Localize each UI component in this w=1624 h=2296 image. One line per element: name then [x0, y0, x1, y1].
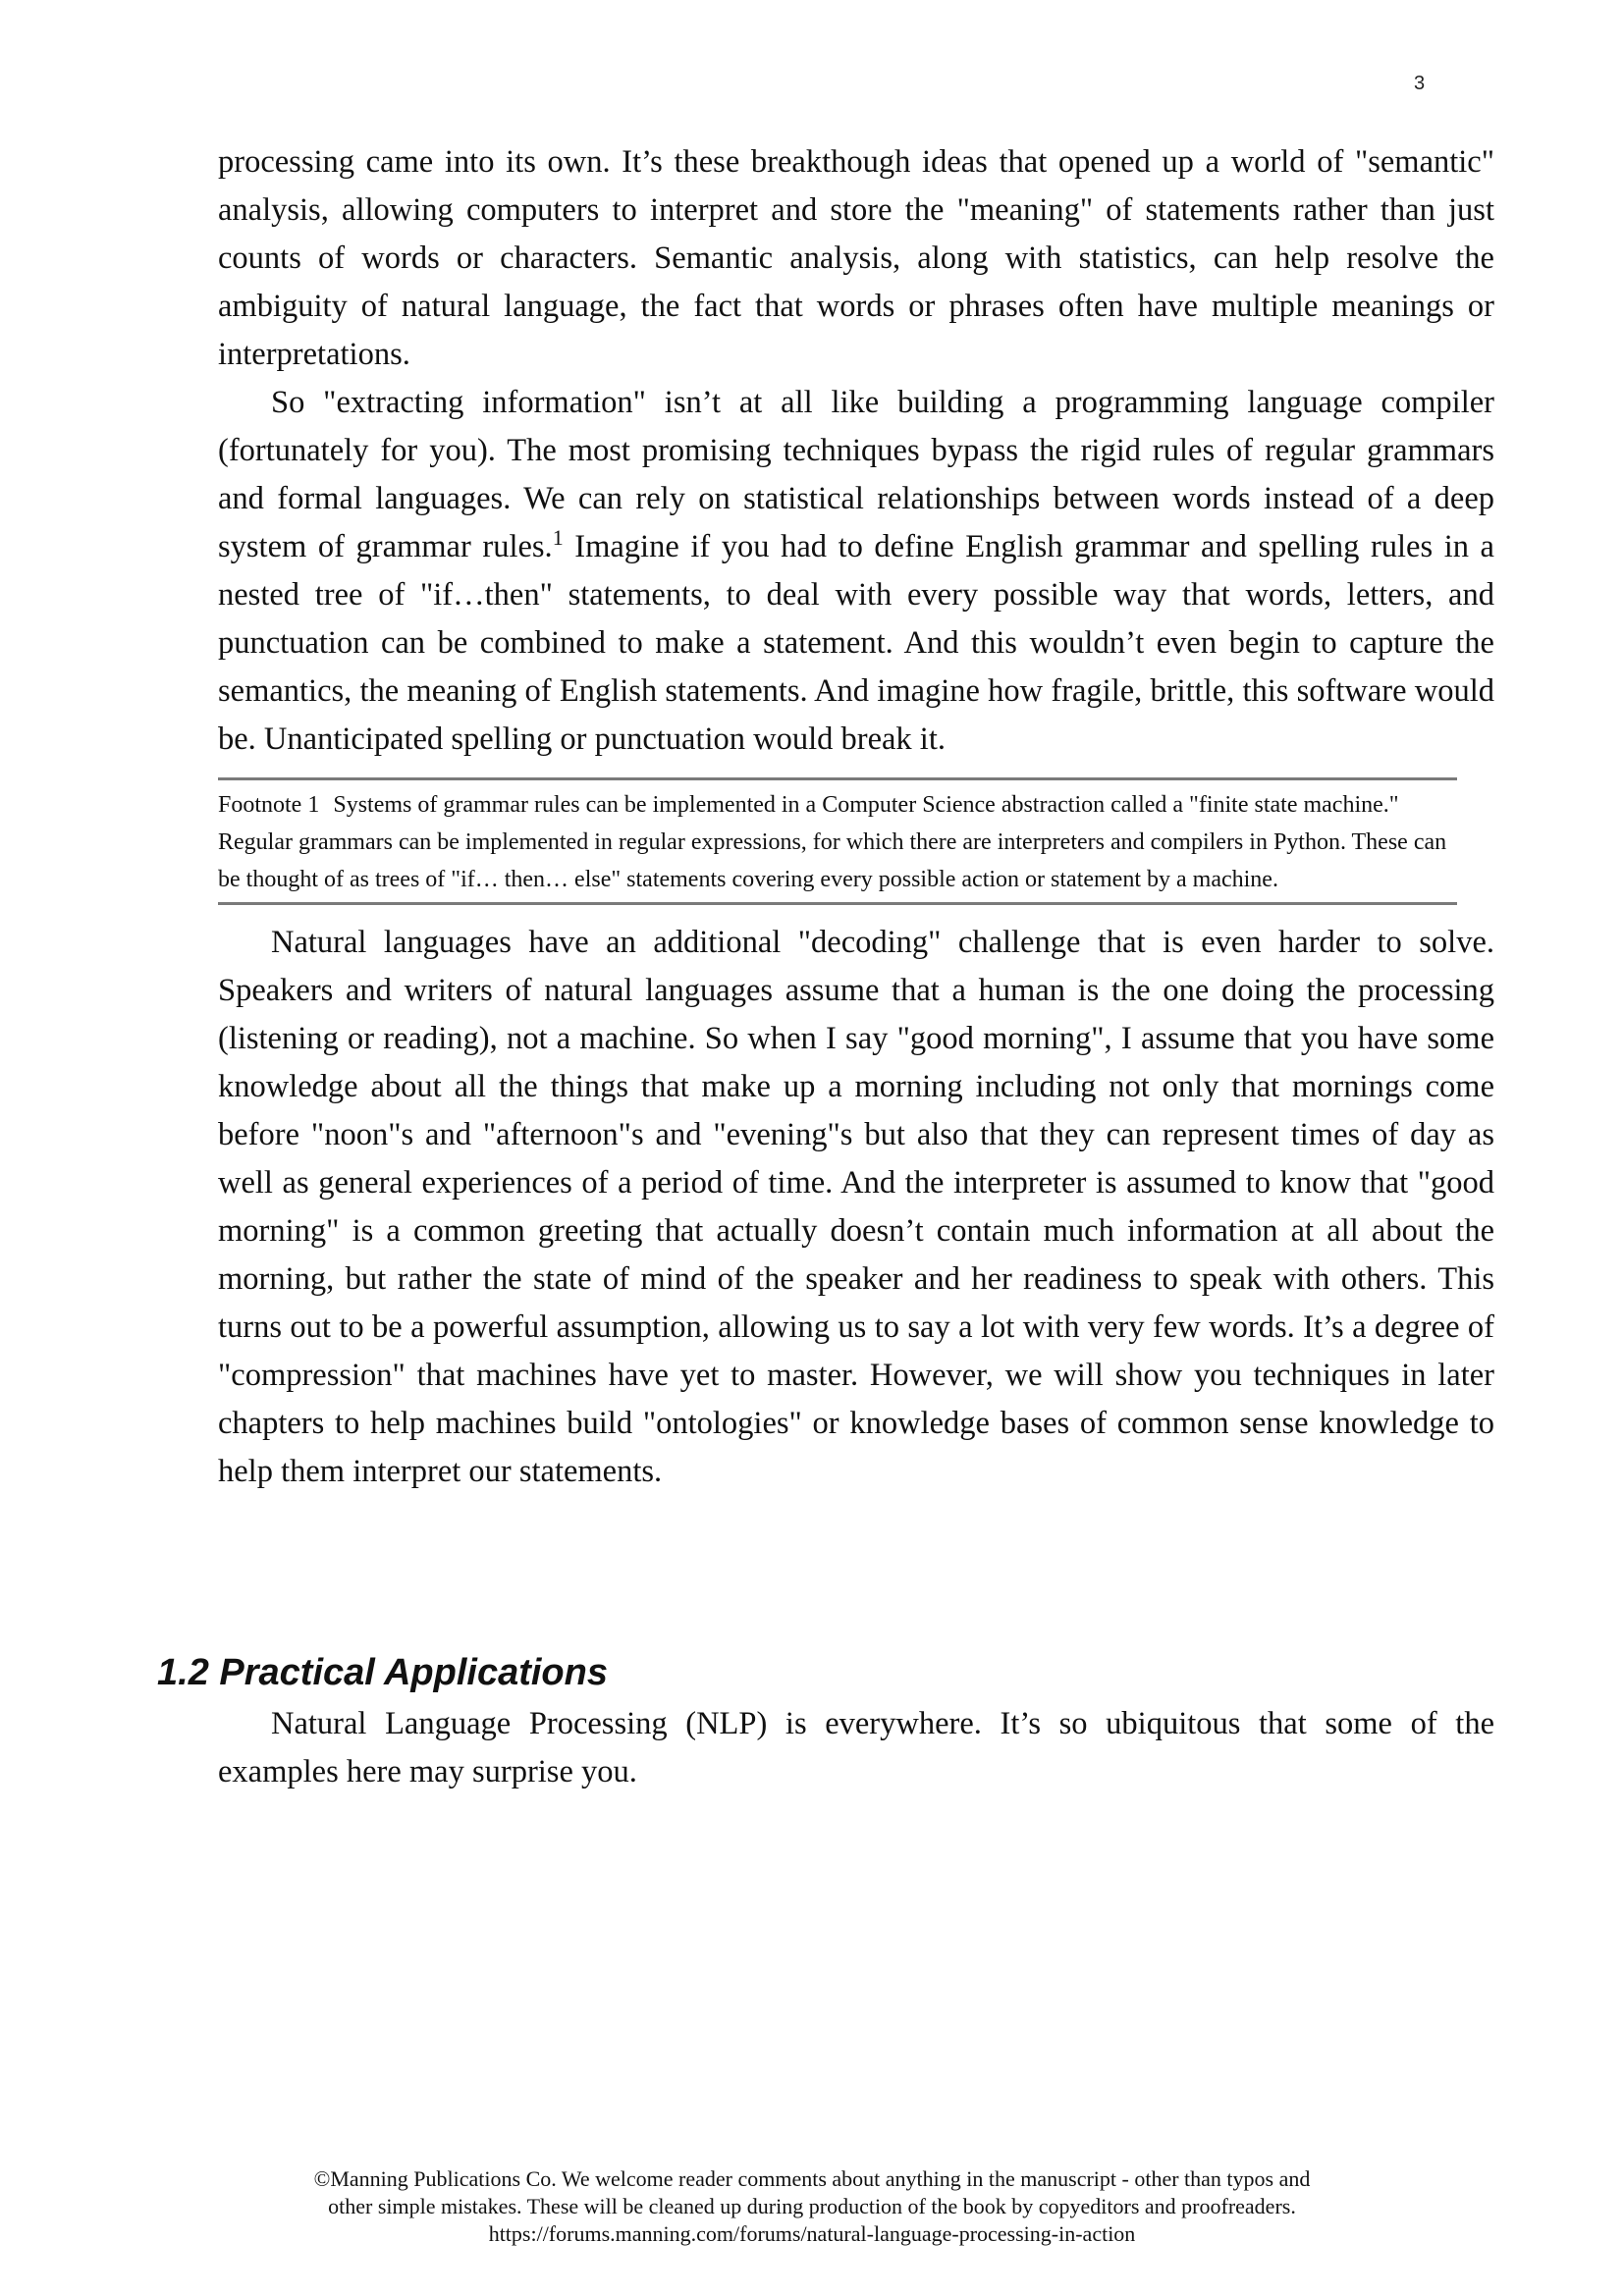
section-paragraph: Natural Language Processing (NLP) is everywhere. It’s so ubiquitous that some of the examples here may surprise you. [218, 1706, 1494, 1789]
paragraph-3: Natural languages have an additional "decoding" challenge that is even harder to solve. Speakers and writers of natural languages assume that a human is the one doing the processing (listening or reading), not a machine. So when I say "good morning", I assume that you have some knowledge about all the things that make up a morning including not only that mornings come before "noon"s and "afternoon"s and "evening"s but also that they can represent times of day as well as general experiences of a period of time. And the interpreter is assumed to know that "good morning" is a common greeting that actually doesn’t contain much information at all about the morning, but rather the state of mind of the speaker and her readiness to speak with others. This turns out to be a powerful assumption, allowing us to say a lot with very few words. It’s a degree of "compression" that machines have yet to master. However, we will show you techniques in later chapters to help machines build "ontologies" or knowledge bases of common sense knowledge to help them interpret our statements. [218, 925, 1494, 1489]
paragraph-2-text-b: Imagine if you had to define English grammar and spelling rules in a nested tree of "if…then" statements, to deal with every possible way that words, letters, and punctuation can be combined to make a statement. And this wouldn’t even begin to capture the semantics, the meaning of English statements. And imagine how fragile, brittle, this software would be. Unanticipated spelling or punctuation would break it. [218, 529, 1494, 757]
section-heading: 1.2 Practical Applications [157, 1652, 608, 1693]
paragraph-2 [218, 379, 1494, 764]
footnote-text: Systems of grammar rules can be implemented in a Computer Science abstraction called a "finite state machine." Regular grammars can be implemented in regular expressions, for which there are interpreters and compilers in Python. These can be thought of as trees of "if… then… else" statements covering every possible action or statement by a machine. [218, 792, 1447, 892]
footer-line-2: other simple mistakes. These will be cleaned up during production of the book by copyeditors and proofreaders. [328, 2194, 1296, 2218]
paragraph-1: processing came into its own. It’s these breakthough ideas that opened up a world of "semantic" analysis, allowing computers to interpret and store the "meaning" of statements rather than just counts of words or characters. Semantic analysis, along with statistics, can help resolve the ambiguity of natural language, the fact that words or phrases often have multiple meanings or interpretations. [218, 144, 1494, 372]
footnote-label: Footnote 1 [218, 792, 320, 818]
section-body [218, 1700, 1494, 1796]
footnote-text-block [218, 786, 1457, 898]
main-content [218, 138, 1494, 1496]
footnote-reference[interactable]: 1 [552, 525, 564, 550]
footer-line-1: ©Manning Publications Co. We welcome reader comments about anything in the manuscript - other than typos and [313, 2166, 1311, 2191]
page-footer [0, 2165, 1624, 2248]
page-number: 3 [1414, 73, 1426, 94]
footer-url[interactable]: https://forums.manning.com/forums/natural-language-processing-in-action [488, 2221, 1136, 2246]
footnote-box [218, 777, 1457, 905]
paragraph-2-text-a: So "extracting information" isn’t at all like building a programming language compiler (fortunately for you). The most promising techniques bypass the rigid rules of regular grammars and formal languages. We can rely on statistical relationships between words instead of a deep system of grammar rules. [218, 385, 1494, 564]
